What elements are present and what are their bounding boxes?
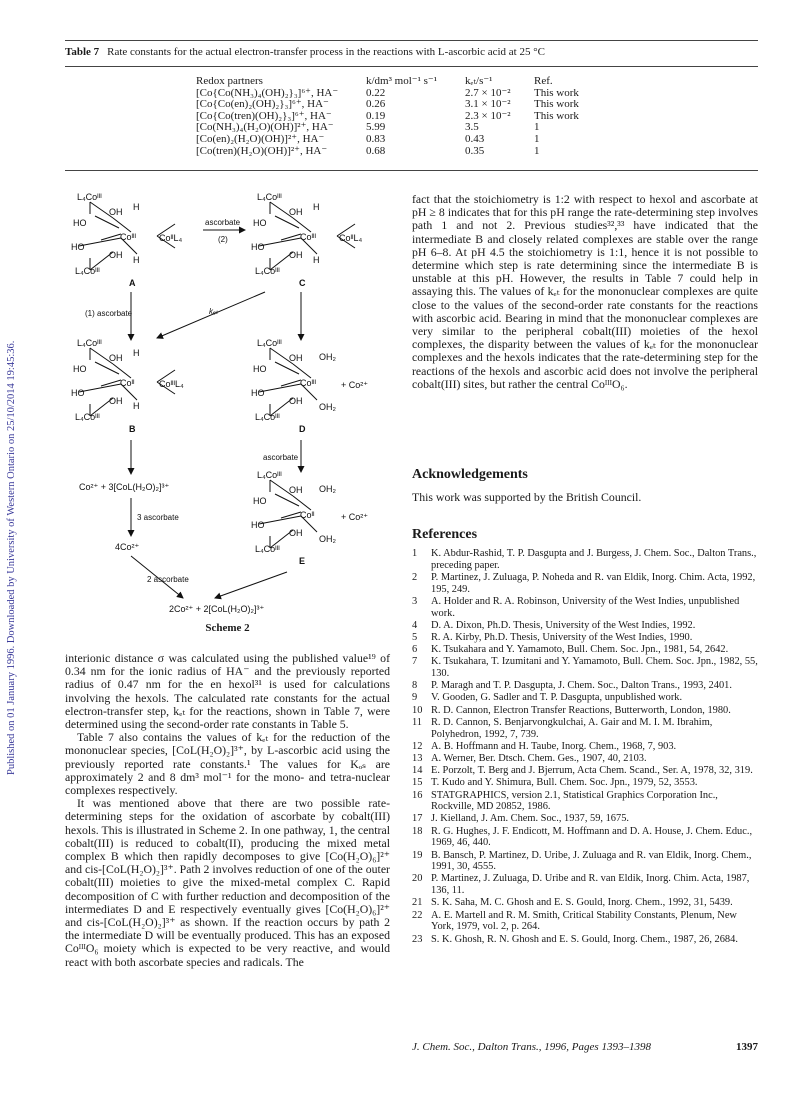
- b-h1: H: [133, 348, 140, 358]
- reference-item: [412, 897, 758, 909]
- reference-item: [412, 753, 758, 765]
- b-ho1: HO: [73, 364, 87, 374]
- ref-text: V. Gooden, G. Sadler and T. P. Dasgupta, unpublished work.: [431, 692, 683, 704]
- ref-text: R. D. Cannon, S. Benjarvongkulchai, A. Gair and M. I. M. Ibrahim, Polyhedron, 1992, 7, 739.: [431, 716, 713, 740]
- reference-item: [412, 548, 758, 571]
- reference-item: [412, 620, 758, 632]
- cell: 2.7 × 10⁻²: [465, 86, 511, 99]
- cell: 1: [534, 121, 540, 134]
- journal-citation: J. Chem. Soc., Dalton Trans., 1996, Pages 1393–1398: [412, 1041, 651, 1053]
- reference-item: [412, 873, 758, 896]
- cell: 0.22: [366, 86, 386, 99]
- cell: [Co{Co(en)₂(OH)₂}₃]⁶⁺, HA⁻: [196, 98, 329, 111]
- header-ket: kₑₜ/s⁻¹: [465, 75, 493, 87]
- reference-item: [412, 850, 758, 873]
- a-bottom: L₄Coᴵᴵᴵ: [75, 266, 100, 276]
- e-oh2: OH: [289, 528, 303, 538]
- ref-number: 7: [412, 656, 418, 668]
- c-ho1: HO: [253, 218, 267, 228]
- scheme-caption: Scheme 2: [205, 622, 250, 634]
- ref-number: 13: [412, 752, 423, 764]
- ref-number: 15: [412, 777, 423, 789]
- paragraph: interionic distance σ was calculated using the published value¹⁹ of 0.34 nm for the ionic radius of HA⁻ and the previously reported radius of 0.47 nm for the en hexol³¹ is used for calculations involving the hexols. The calculated rate constants for the actual electron-transfer step, kₑₜ for the reactions, shown in Table 7, were determined using the second-order rate constants in Table 5.: [65, 651, 390, 732]
- reference-item: [412, 765, 758, 777]
- cell: [Co(NH₃)₄(H₂O)(OH)]²⁺, HA⁻: [196, 121, 334, 134]
- header-k: k/dm³ mol⁻¹ s⁻¹: [366, 75, 438, 87]
- acknowledgements-text: This work was supported by the British Council.: [412, 490, 642, 504]
- label-d: D: [299, 424, 306, 434]
- ref-text: D. A. Dixon, Ph.D. Thesis, University of the West Indies, 1992.: [431, 619, 696, 631]
- table-row: [196, 146, 604, 158]
- reference-item: [412, 632, 758, 644]
- ref-number: 22: [412, 909, 423, 921]
- ref-number: 12: [412, 740, 423, 752]
- d-bottom: L₄Coᴵᴵᴵ: [255, 412, 280, 422]
- b-top: L₄Coᴵᴵᴵ: [77, 338, 102, 348]
- cell: [Co{Co(tren)(OH)₂}₃]⁶⁺, HA⁻: [196, 109, 332, 122]
- cell: 5.99: [366, 121, 386, 134]
- step1-label: (1) ascorbate: [85, 309, 133, 318]
- c-h2: H: [313, 255, 320, 265]
- reference-item: [412, 777, 758, 789]
- reference-item: [412, 717, 758, 740]
- paragraph: It was mentioned above that there are two possible rate-determining steps for the oxidation of ascorbate by cobalt(III) hexols. This is illustrated in Scheme 2. In one pathway, 1, the central cobalt(III) is reduced to cobalt(II), producing the mixed metal complex B which then rapidly decomposes to give [Co(H₂O)₆]²⁺ and cis-[CoL(H₂O)₂]³⁺. Path 2 involves reduction of one of the outer cobalt(III) moieties to give the mixed-metal complex C. Rapid decomposition of C with further reduction and decomposition of the intermediates D and E respectively eventually gives [Co(H₂O)₆]²⁺ and cis-[CoL(H₂O)₂]³⁺ as shown. If the reaction occurs by path 2 the intermediate D will be eventually produced. This has an exposed CoᴵᴵᴵO₆ moiety which is expected to be very reactive, and would react with both ascorbate species and radicals. The: [65, 796, 390, 969]
- cell: 0.26: [366, 98, 386, 111]
- ref-number: 2: [412, 571, 418, 583]
- e-oh2a: OH₂: [319, 484, 336, 494]
- b-coiiil4: CoᴵᴵᴵL₄: [159, 379, 184, 389]
- ref-text: B. Bansch, P. Martinez, D. Uribe, J. Zuluaga and R. van Eldik, Inorg. Chem., 1991, 30, 4555.: [431, 849, 752, 873]
- ref-text: A. E. Martell and R. M. Smith, Critical Stability Constants, Plenum, New York, 1979, vol. 2, p. 264.: [431, 909, 737, 933]
- ref-text: P. Martinez, J. Zuluaga, P. Noheda and R. van Eldik, Inorg. Chim. Acta, 1992, 195, 249.: [431, 571, 756, 595]
- cell: [Co(en)₂(H₂O)(OH)]²⁺, HA⁻: [196, 132, 325, 145]
- d-oh2b: OH₂: [319, 402, 336, 412]
- label-e: E: [299, 556, 306, 566]
- cell: 0.35: [465, 144, 485, 157]
- ref-text: K. Tsukahara, T. Izumitani and Y. Yamamoto, Bull. Chem. Soc. Jpn., 1982, 55, 130.: [431, 656, 758, 680]
- cell: [Co(tren)(H₂O)(OH)]²⁺, HA⁻: [196, 144, 328, 157]
- table-caption: [65, 46, 758, 58]
- left-column: [65, 652, 390, 969]
- cell: 0.68: [366, 144, 386, 157]
- c-h1: H: [313, 202, 320, 212]
- reference-item: [412, 705, 758, 717]
- reference-item: [412, 656, 758, 679]
- cell: 1: [534, 144, 540, 157]
- cell: 0.83: [366, 132, 386, 145]
- ref-number: 9: [412, 692, 418, 704]
- paragraph: Table 7 also contains the values of kₑₜ for the reduction of the mononuclear species, [CoL(H₂O)₂]³⁺, by L-ascorbic acid using the previously reported rate constants.¹ The values for Kₒₛ are approximately 2 and 8 dm³ mol⁻¹ for the mono- and tetra-nuclear complexes respectively.: [65, 730, 390, 798]
- table-row: [196, 134, 604, 146]
- scheme-diagram: [65, 188, 390, 628]
- cell: 2.3 × 10⁻²: [465, 109, 511, 122]
- cell: 3.1 × 10⁻²: [465, 98, 511, 111]
- ref-text: K. Tsukahara and Y. Yamamoto, Bull. Chem. Soc. Jpn., 1981, 54, 2642.: [431, 644, 729, 656]
- a-coiii: Coᴵᴵᴵ: [120, 232, 137, 242]
- header-ref: Ref.: [534, 75, 553, 87]
- ref-number: 3: [412, 595, 418, 607]
- ref-text: A. Werner, Ber. Dtsch. Chem. Ges., 1907, 40, 2103.: [431, 752, 647, 764]
- ref-number: 14: [412, 765, 423, 777]
- ref-text: R. D. Cannon, Electron Transfer Reactions, Butterworth, London, 1980.: [431, 704, 731, 716]
- references-heading: References: [412, 527, 478, 542]
- ref-number: 5: [412, 631, 418, 643]
- download-notice: [6, 215, 20, 775]
- reference-item: [412, 813, 758, 825]
- ref-text: J. Kielland, J. Am. Chem. Soc., 1937, 59, 1675.: [431, 813, 629, 825]
- ref-text: R. G. Hughes, J. F. Endicott, M. Hoffmann and D. A. House, J. Chem. Educ., 1969, 46, 440.: [431, 825, 753, 849]
- ref-number: 11: [412, 716, 423, 728]
- cell: 1: [534, 132, 540, 145]
- table-caption-text: Rate constants for the actual electron-transfer process in the reactions with L-ascorbic acid at 25 °C: [107, 46, 545, 58]
- a-h1: H: [133, 202, 140, 212]
- asc2-label: 2 ascorbate: [147, 575, 189, 584]
- arrow-e-final: [215, 572, 287, 598]
- ref-text: E. Porzolt, T. Berg and J. Bjerrum, Acta Chem. Scand., Ser. A, 1978, 32, 319.: [431, 765, 753, 777]
- a-ho1: HO: [73, 218, 87, 228]
- ref-number: 23: [412, 933, 423, 945]
- ref-text: R. A. Kirby, Ph.D. Thesis, University of the West Indies, 1990.: [431, 631, 693, 643]
- cell: This work: [534, 109, 579, 122]
- d-ho2: HO: [251, 388, 265, 398]
- e-bottom: L₄Coᴵᴵᴵ: [255, 544, 280, 554]
- ref-number: 4: [412, 619, 418, 631]
- asc-path2: ascorbate: [205, 218, 241, 227]
- e-coii: Coᴵᴵ: [300, 510, 315, 520]
- ref-number: 17: [412, 813, 423, 825]
- a-h2: H: [133, 255, 140, 265]
- page-footer: [412, 1041, 758, 1053]
- reference-item: [412, 910, 758, 933]
- ref-number: 6: [412, 644, 418, 656]
- ref-text: S. K. Ghosh, R. N. Ghosh and E. S. Gould, Inorg. Chem., 1987, 26, 2684.: [431, 933, 738, 945]
- d-ho1: HO: [253, 364, 267, 374]
- ref-text: K. Abdur-Rashid, T. P. Dasgupta and J. Burgess, J. Chem. Soc., Dalton Trans., preceding paper.: [431, 548, 757, 571]
- right-column: [412, 193, 758, 391]
- table-bottom-rule: [65, 170, 758, 171]
- final-products: 2Co²⁺ + 2[CoL(H₂O)₂]³⁺: [169, 604, 265, 614]
- ref-text: P. Maragh and T. P. Dasgupta, J. Chem. Soc., Dalton Trans., 1993, 2401.: [431, 680, 732, 692]
- ref-text: A. Holder and R. A. Robinson, University of the West Indies, unpublished work.: [431, 595, 740, 619]
- table-header-row: [196, 76, 604, 88]
- reference-item: [412, 692, 758, 704]
- e-top: L₄Coᴵᴵᴵ: [257, 470, 282, 480]
- c-oh1: OH: [289, 207, 303, 217]
- a-ho2: HO: [71, 242, 85, 252]
- ref-number: 21: [412, 897, 423, 909]
- label-c: C: [299, 278, 306, 288]
- a-oh1: OH: [109, 207, 123, 217]
- e-ho1: HO: [253, 496, 267, 506]
- cell: 3.5: [465, 121, 479, 134]
- cell: This work: [534, 98, 579, 111]
- e-oh1: OH: [289, 485, 303, 495]
- ref-text: T. Kudo and Y. Shimura, Bull. Chem. Soc. Jpn., 1979, 52, 3553.: [431, 777, 698, 789]
- ref-number: 1: [412, 548, 418, 559]
- ref-text: A. B. Hoffmann and H. Taube, Inorg. Chem., 1968, 7, 903.: [431, 740, 677, 752]
- asc3-label: 3 ascorbate: [137, 513, 179, 522]
- b-ho2: HO: [71, 388, 85, 398]
- ref-number: 10: [412, 704, 423, 716]
- a-oh2: OH: [109, 250, 123, 260]
- b-bottom: L₄Coᴵᴵᴵ: [75, 412, 100, 422]
- d-oh1: OH: [289, 353, 303, 363]
- label-b: B: [129, 424, 136, 434]
- b-oh2: OH: [109, 396, 123, 406]
- e-oh2b: OH₂: [319, 534, 336, 544]
- c-bottom: L₄Coᴵᴵᴵ: [255, 266, 280, 276]
- cell: 0.19: [366, 109, 386, 122]
- d-coiii: Coᴵᴵᴵ: [300, 378, 317, 388]
- ref-number: 20: [412, 873, 423, 885]
- e-ho2: HO: [251, 520, 265, 530]
- d-oh2: OH: [289, 396, 303, 406]
- reference-item: [412, 934, 758, 946]
- step2-label: (2): [218, 235, 228, 244]
- reference-item: [412, 572, 758, 595]
- reference-item: [412, 826, 758, 849]
- table-header-rule: [65, 66, 758, 67]
- b-coii: Coᴵᴵ: [120, 378, 135, 388]
- b-h2: H: [133, 401, 140, 411]
- b-products: Co²⁺ + 3[CoL(H₂O)₂]³⁺: [79, 482, 170, 492]
- d-top: L₄Coᴵᴵᴵ: [257, 338, 282, 348]
- c-ho2: HO: [251, 242, 265, 252]
- e-co2: + Co²⁺: [341, 512, 369, 522]
- reference-list: [412, 548, 758, 946]
- a-coiil4: CoᴵᴵL₄: [159, 233, 183, 243]
- download-notice-text: Published on 01 January 1996. Downloaded by University of Western Ontario on 25/10/2014 19:45:36.: [6, 340, 17, 775]
- a-top: L₄Coᴵᴵᴵ: [77, 192, 102, 202]
- ref-text: STATGRAPHICS, version 2.1, Statistical Graphics Corporation Inc., Rockville, MD 20852, 1986.: [431, 789, 718, 813]
- cell: [Co{Co(NH₃)₄(OH)₂}₃]⁶⁺, HA⁻: [196, 86, 339, 99]
- scheme-2: [65, 188, 390, 646]
- reference-item: [412, 790, 758, 813]
- rate-constants-table: [196, 76, 604, 157]
- ref-number: 19: [412, 849, 423, 861]
- c-oh2: OH: [289, 250, 303, 260]
- co4-label: 4Co²⁺: [115, 542, 140, 552]
- c-coiii: Coᴵᴵᴵ: [300, 232, 317, 242]
- ref-number: 16: [412, 789, 423, 801]
- asc-d-label: ascorbate: [263, 453, 299, 462]
- acknowledgements-heading: Acknowledgements: [412, 467, 528, 482]
- c-top: L₄Coᴵᴵᴵ: [257, 192, 282, 202]
- d-co2: + Co²⁺: [341, 380, 369, 390]
- ket-label: kₑₜ: [209, 307, 219, 316]
- reference-item: [412, 596, 758, 619]
- c-coiil4: CoᴵᴵL₄: [339, 233, 363, 243]
- ref-text: P. Martinez, J. Zuluaga, D. Uribe and R. van Eldik, Inorg. Chim. Acta, 1987, 136, 11.: [431, 873, 750, 897]
- ref-text: S. K. Saha, M. C. Ghosh and E. S. Gould, Inorg. Chem., 1992, 31, 5439.: [431, 897, 733, 909]
- ref-number: 8: [412, 680, 418, 692]
- cell: 0.43: [465, 132, 485, 145]
- label-a: A: [129, 278, 136, 288]
- table-label: Table 7: [65, 46, 100, 58]
- table-top-rule: [65, 40, 758, 41]
- header-redox: Redox partners: [196, 75, 263, 87]
- page-number: 1397: [736, 1041, 758, 1053]
- d-oh2a: OH₂: [319, 352, 336, 362]
- b-oh1: OH: [109, 353, 123, 363]
- paragraph: fact that the stoichiometry is 1:2 with respect to hexol and ascorbate at pH ≥ 8 indicates that for this pH range the rate-determining step involves path 1 and not 2. Previous studies³²,³³ have indicated that the intermediate B and closely related complexes are stable over the range pH 6–8. At pH 4.5 the stoichiometry is 1:1, hence it is not possible to determine which step is rate determining since the intermediate B is unstable at this pH. However, the results in Table 7 could help in assaying this. The values of kₑₜ for the mononuclear complexes are quite close to the values of the second-order rate constants for the reactions with ascorbic acid. Bearing in mind that the mononuclear complexes are very similar to the peripheral cobalt(III) moieties of the hexol complexes, the disparity between the values of kₑₜ for the mononuclear complexes and the hexols indicates that the rate-determining step for the reactions of the hexols and ascorbic acid does not involve the peripheral cobalt(III) sites, but rather the central CoᴵᴵᴵO₆.: [412, 192, 758, 391]
- reference-item: [412, 741, 758, 753]
- reference-item: [412, 680, 758, 692]
- reference-item: [412, 644, 758, 656]
- ref-number: 18: [412, 825, 423, 837]
- cell: This work: [534, 86, 579, 99]
